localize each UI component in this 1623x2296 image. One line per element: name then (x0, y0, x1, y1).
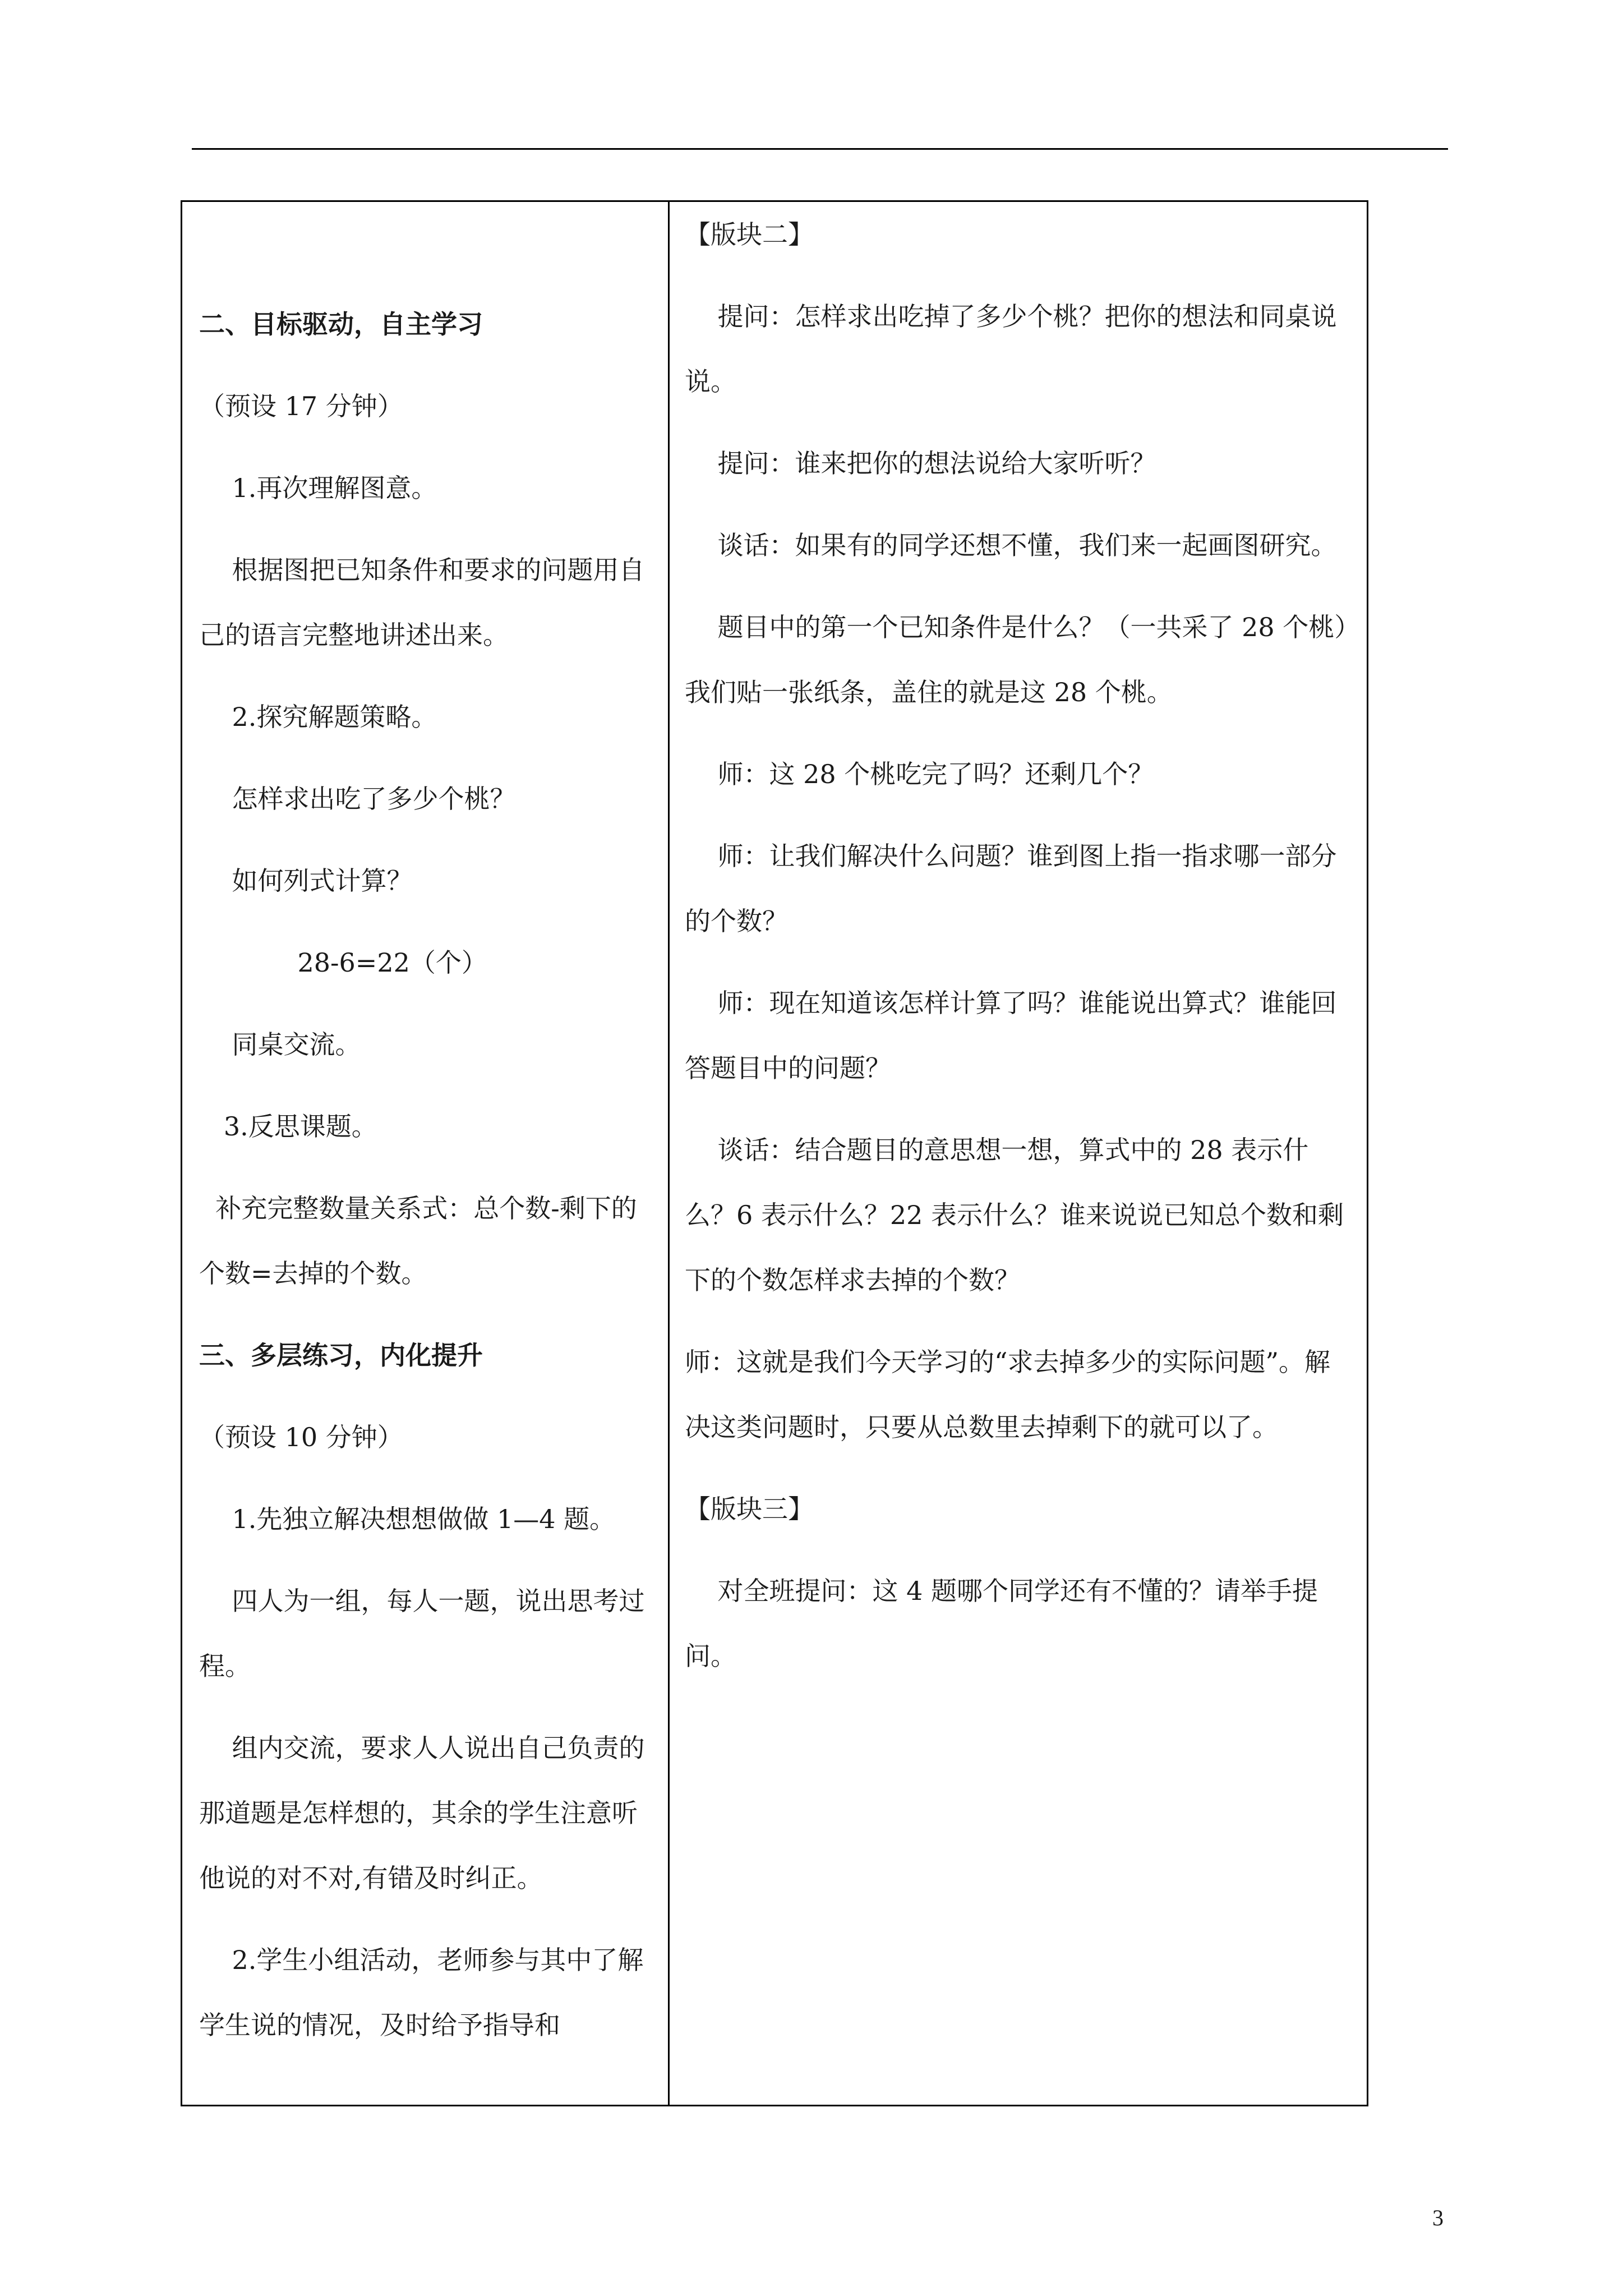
step-heading: 3.反思课题。 (199, 1111, 377, 1142)
header-rule (192, 148, 1448, 150)
teacher-activity-column (685, 202, 1355, 2105)
paragraph: 补充完整数量关系式：总个数-剩下的个数=去掉的个数。 (199, 1193, 637, 1289)
paragraph: 2.学生小组活动，老师参与其中了解学生说的情况，及时给予指导和 (199, 1945, 644, 2040)
block-heading: 【版块三】 (685, 1494, 814, 1524)
step-heading: 2.探究解题策略。 (199, 702, 437, 732)
paragraph: 师：让我们解决什么问题？谁到图上指一指求哪一部分的个数？ (685, 841, 1337, 936)
paragraph: 提问：怎样求出吃掉了多少个桃？把你的想法和同桌说说。 (685, 301, 1337, 397)
section-heading: 二、目标驱动，自主学习 (199, 309, 483, 339)
paragraph: 师：这就是我们今天学习的“求去掉多少的实际问题”。解决这类问题时，只要从总数里去掉剩下的就可以了。 (685, 1347, 1331, 1442)
paragraph: 提问：谁来把你的想法说给大家听听？ (685, 448, 1156, 478)
paragraph: 题目中的第一个已知条件是什么？（一共采了 28 个桃）我们贴一张纸条，盖住的就是这 28 个桃。 (685, 612, 1348, 707)
paragraph: 组内交流，要求人人说出自己负责的那道题是怎样想的，其余的学生注意听他说的对不对,有错及时纠正。 (199, 1733, 645, 1893)
section-heading: 三、多层练习，内化提升 (199, 1340, 483, 1370)
paragraph: 师：现在知道该怎样计算了吗？谁能说出算式？谁能回答题目中的问题？ (685, 988, 1337, 1083)
time-note: （预设 10 分钟） (199, 1422, 403, 1452)
paragraph: 怎样求出吃了多少个桃？ (199, 784, 516, 814)
time-note: （预设 17 分钟） (199, 391, 403, 421)
paragraph: 对全班提问：这 4 题哪个同学还有不懂的？请举手提问。 (685, 1576, 1318, 1671)
paragraph: 根据图把已知条件和要求的问题用自己的语言完整地讲述出来。 (199, 555, 645, 650)
equation: 28-6=22（个） (199, 947, 487, 978)
block-heading: 【版块二】 (685, 219, 814, 250)
column-divider (668, 202, 670, 2105)
step-heading: 1.再次理解图意。 (199, 473, 437, 503)
teaching-process-column (199, 202, 648, 2105)
paragraph: 如何列式计算？ (199, 866, 413, 896)
paragraph: 谈话：如果有的同学还想不懂，我们来一起画图研究。 (685, 530, 1337, 560)
step-heading: 1.先独立解决想想做做 1—4 题。 (199, 1504, 616, 1534)
paragraph: 四人为一组，每人一题，说出思考过程。 (199, 1586, 645, 1681)
paragraph: 师：这 28 个桃吃完了吗？还剩几个？ (685, 759, 1154, 789)
paragraph: 谈话：结合题目的意思想一想，算式中的 28 表示什么？6 表示什么？22 表示什么？谁来说说已知总个数和剩下的个数怎样求去掉的个数？ (685, 1135, 1344, 1295)
paragraph: 同桌交流。 (199, 1029, 361, 1060)
lesson-plan-table (181, 200, 1368, 2106)
page-number: 3 (1432, 2205, 1444, 2230)
